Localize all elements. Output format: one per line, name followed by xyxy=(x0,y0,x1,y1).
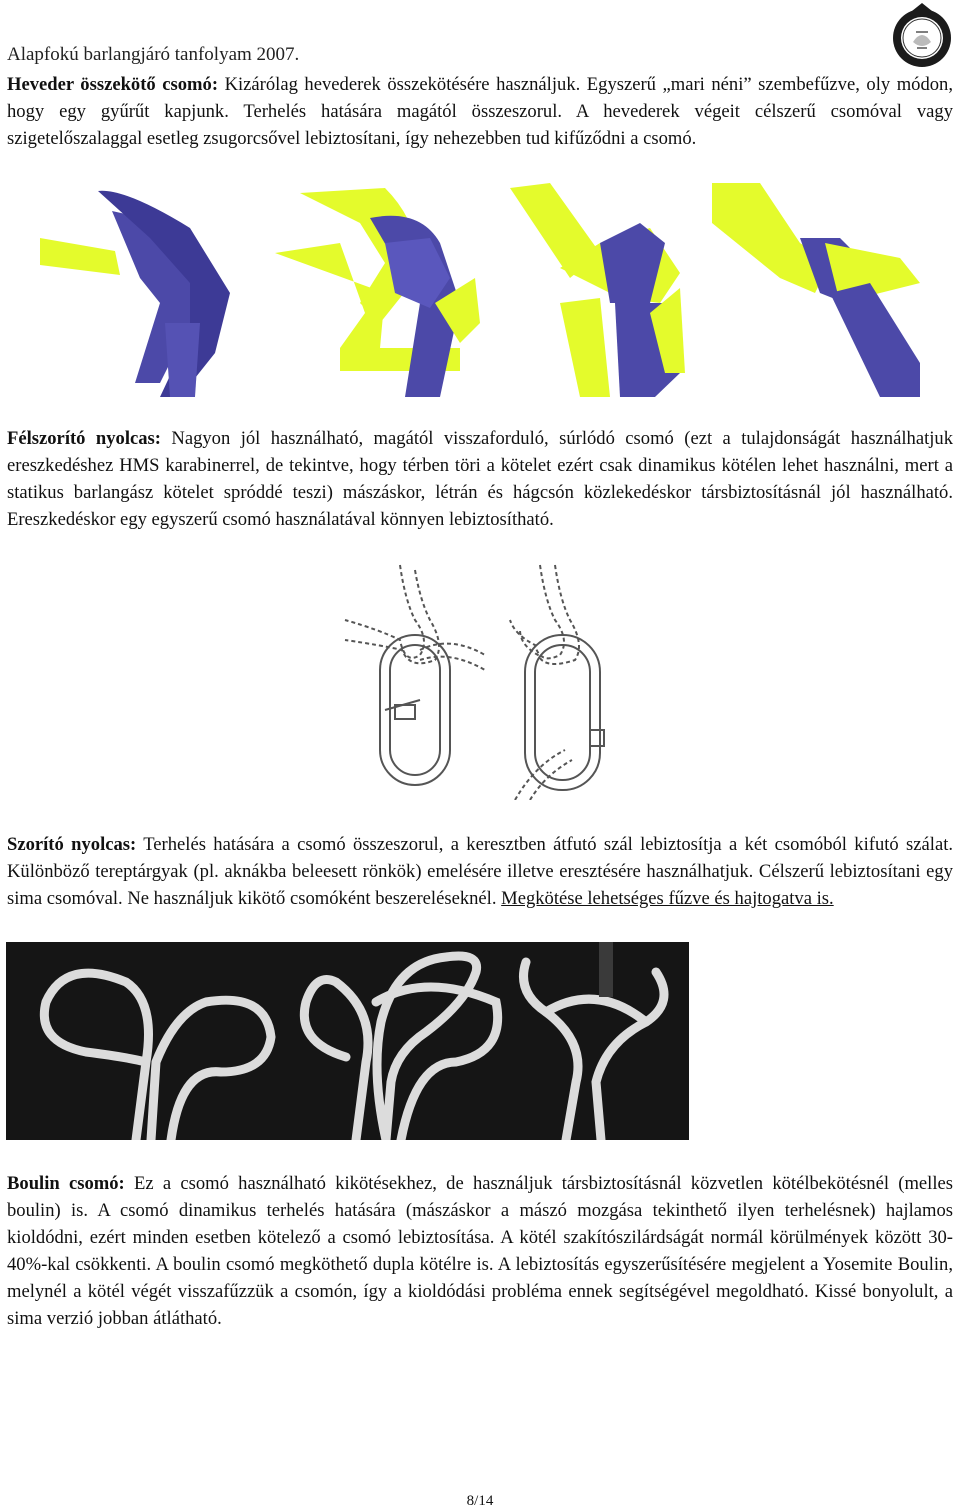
boulin-text: Ez a csomó használható kikötésekhez, de használjuk társbiztosításnál közvetlen kötélbekötésnél (melles boulin) is. A csomó dinamikus terhelés hatására (mászáskor a mászó mozgása tekinthető ilyen terhelésnek) hajlamos kioldódni, ezért minden esetben kötelező a csomó lebiztosítása. A kötél szakítószilárdságát normál körülmények között 30-40%-kal csökkenti. A boulin csomó megköthető dupla kötélre is. A lebiztosítás egyszerűsítésére megjelent a Yosemite Boulin, melynél a kötél végét visszafűzzük a csomón, így a kioldódási probléma ennek segítségével megoldható. Kissé bonyolult, a sima verzió jobban átlátható. xyxy=(7,1173,954,1329)
page-number: 8/14 xyxy=(466,1493,494,1509)
szorito-term: Szorító nyolcas xyxy=(7,834,131,855)
boulin-term: Boulin csomó xyxy=(7,1173,119,1194)
carabiner-diagram xyxy=(340,560,620,800)
heveder-photos xyxy=(40,183,920,397)
felszorito-text: Nagyon jól használható, magától visszaforduló, súrlódó csomó (ezt a tulajdonságát használhatjuk ereszkedéshez HMS karabinerrel, de tekintve, hogy térben töri a kötelet ezért csak dinamikus kötélen lehet használni, mert a statikus barlangász kötelet spróddé teszi) mászáskor, létrán és hágcsón közlekedéskor társbiztosításnál jól használható. Ereszkedéskor egy egyszerű csomó használatával könnyen lebiztosítható. xyxy=(7,428,953,530)
boulin-paragraph: Boulin csomó: Ez a csomó használható kikötésekhez, de használjuk társbiztosításnál közvetlen kötélbekötésnél (melles boulin) is. A csomó dinamikus terhelés hatására (mászáskor a mászó mozgása tekinthető ilyen terhelésnek) hajlamos kioldódni, ezért minden esetben kötelező a csomó lebiztosítása. A kötél szakítószilárdságát normál körülmények között 30-40%-kal csökkenti. A boulin csomó megköthető dupla kötélre is. A lebiztosítás egyszerűsítésére megjelent a Yosemite Boulin, melynél a kötél végét visszafűzzük a csomón, így a kioldódási probléma ennek segítségével megoldható. Kissé bonyolult, a sima verzió jobban átlátható. xyxy=(7,1173,954,1329)
webbing-photo-4 xyxy=(712,183,920,397)
felszorito-paragraph: Félszorító nyolcas: Nagyon jól használható, magától visszaforduló, súrlódó csomó (ezt a tulajdonságát használhatjuk ereszkedéshez HMS karabinerrel, de tekintve, hogy térben töri a kötelet ezért csak dinamikus kötélen lehet használni, mert a statikus barlangász kötelet spróddé teszi) mászáskor, létrán és hágcsón közlekedéskor társbiztosításnál jól használható. Ereszkedéskor egy egyszerű csomó használatával könnyen lebiztosítható. xyxy=(7,428,953,530)
felszorito-term: Félszorító nyolcas xyxy=(7,428,155,449)
heveder-paragraph: Heveder összekötő csomó: Kizárólag hevederek összekötésére használjuk. Egyszerű „mari néni” szembefűzve, oly módon, hogy egy gyűrűt kapjunk. Terhelés hatására magától összeszorul. A hevederek végeit célszerű csomóval vagy szigetelőszalaggal esetleg zsugorcsővel lebiztosítani, így nehezebben tud kifűződni a csomó. xyxy=(7,74,953,149)
webbing-photo-2 xyxy=(268,183,488,397)
szorito-paragraph: Szorító nyolcas: Terhelés hatására a csomó összeszorul, a keresztben átfutó szál lebiztosítja a két csomóból kifutó szálat. Különböző tereptárgyak (pl. aknákba beleesett rönkök) emelésére illetve eresztésére használhatjuk. Célszerű lebiztosítani egy sima csomóval. Ne használjuk kikötő csomóként beszereléseknél. Megkötése lehetséges fűzve és hajtogatva is. xyxy=(7,834,954,909)
heveder-term: Heveder összekötő csomó xyxy=(7,74,212,95)
rope-photos xyxy=(6,942,689,1140)
szorito-text: Terhelés hatására a csomó összeszorul, a keresztben átfutó szál lebiztosítja a két csomóból kifutó szálat. Különböző tereptárgyak (pl. aknákba beleesett rönkök) emelésére illetve eresztésére használhatjuk. Célszerű lebiztosítani egy sima csomóval. Ne használjuk kikötő csomóként beszereléseknél. xyxy=(7,834,954,909)
heveder-text: Kizárólag hevederek összekötésére használjuk. Egyszerű „mari néni” szembefűzve, oly módon, hogy egy gyűrűt kapjunk. Terhelés hatására magától összeszorul. A hevederek végeit célszerű csomóval vagy szigetelőszalaggal esetleg zsugorcsővel lebiztosítani, így nehezebben tud kifűződni a csomó. xyxy=(7,74,953,149)
document-header: Alapfokú barlangjáró tanfolyam 2007. xyxy=(7,44,300,65)
webbing-photo-3 xyxy=(496,183,710,397)
webbing-photo-1 xyxy=(40,183,260,397)
szorito-underlined: Megkötése lehetséges fűzve és hajtogatva is. xyxy=(501,888,834,909)
